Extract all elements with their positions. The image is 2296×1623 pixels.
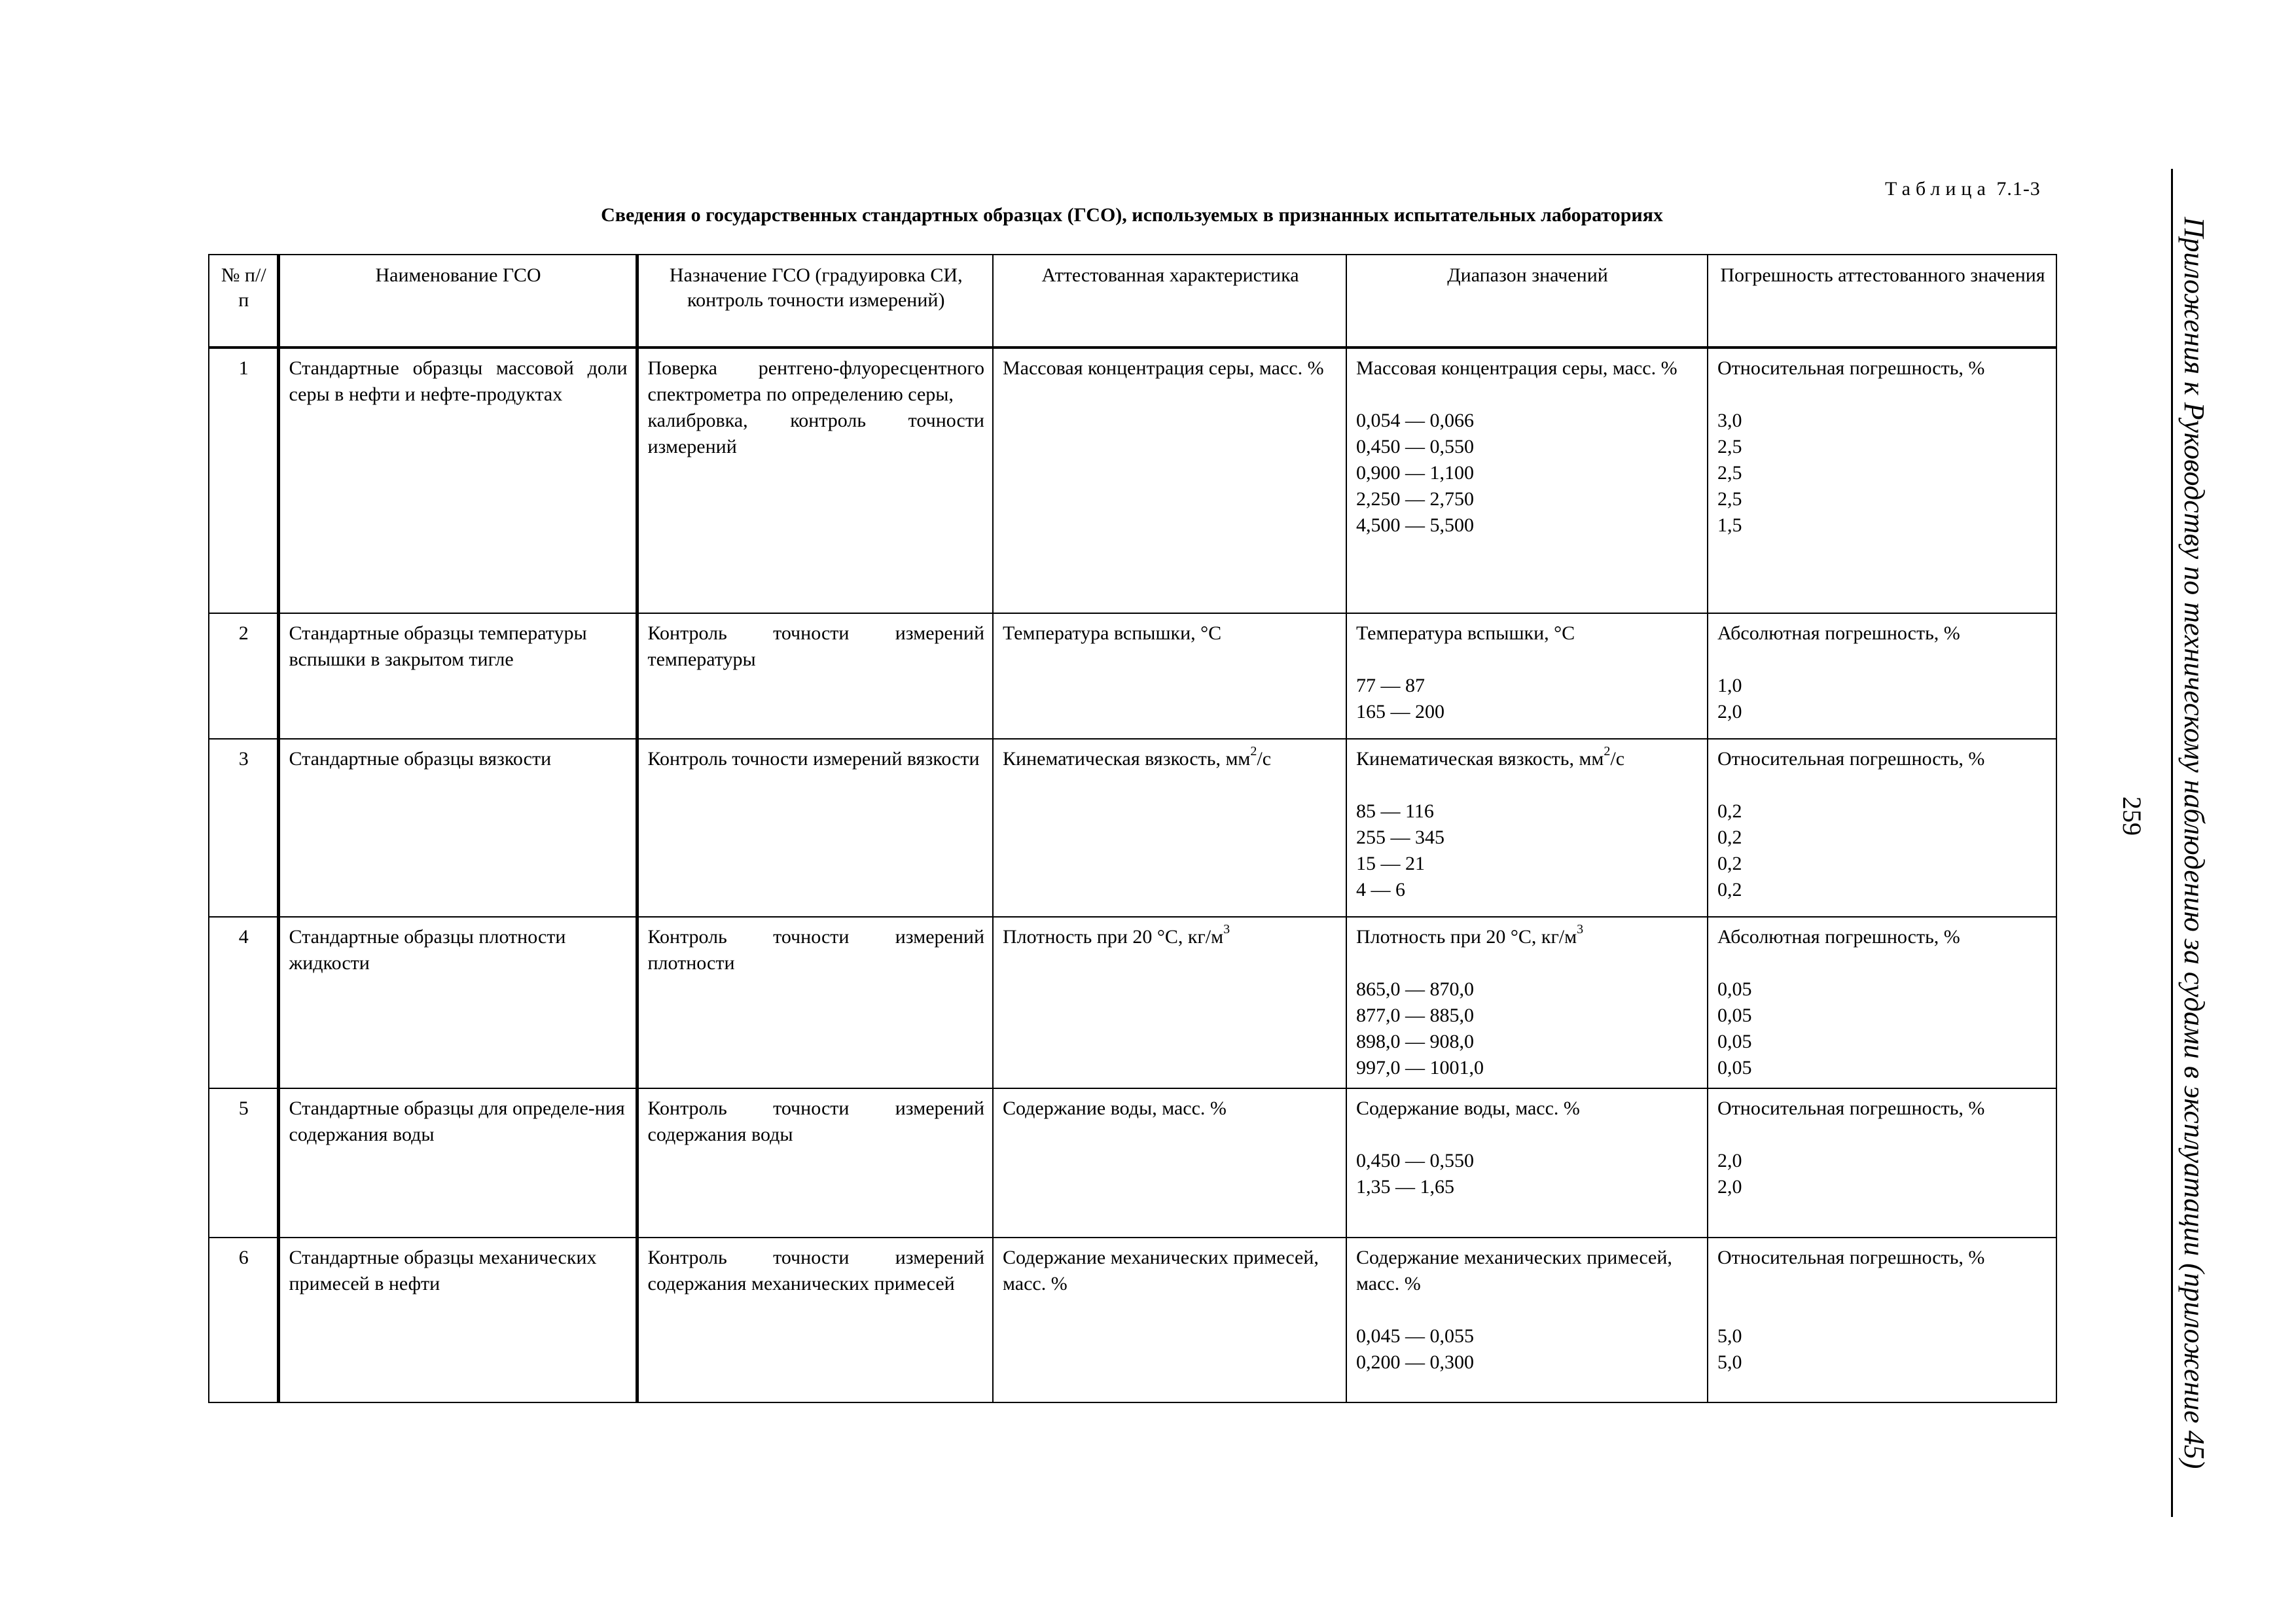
row-number: 5 [209,1088,278,1238]
gso-range [1346,348,1708,613]
error-value: 2,0 [1717,1176,1742,1198]
gso-error [1708,1088,2056,1238]
table-row [209,917,2056,1088]
row-number: 6 [209,1238,278,1402]
gso-purpose: Контроль точности измерений температуры [637,613,993,739]
table-row [209,1238,2056,1402]
range-value: 1,35 — 1,65 [1356,1176,1454,1198]
error-value: 2,0 [1717,1150,1742,1171]
gso-error [1708,613,2056,739]
gso-purpose [637,348,993,613]
range-title: Содержание воды, масс. % [1356,1097,1580,1119]
characteristic-text: Плотность при 20 °С, кг/м [1003,926,1224,948]
error-value: 5,0 [1717,1351,1742,1373]
header-characteristic: Аттестованная характеристика [993,255,1346,348]
gso-characteristic: Содержание механических примесей, масс. % [993,1238,1346,1402]
error-value: 5,0 [1717,1325,1742,1347]
characteristic-text: Кинематическая вязкость, мм [1003,748,1251,770]
range-title: Массовая концентрация серы, масс. % [1356,357,1677,379]
header-error: Погрешность аттестованного значения [1708,255,2056,348]
error-title: Относительная погрешность, % [1717,357,1985,379]
gso-range [1346,917,1708,1088]
gso-name: Стандартные образцы массовой доли серы в нефти и нефте-продуктах [278,348,637,613]
error-title: Относительная погрешность, % [1717,748,1985,770]
gso-error [1708,348,2056,613]
error-value: 0,05 [1717,1005,1752,1026]
gso-range [1346,1088,1708,1238]
range-title-text: Кинематическая вязкость, мм [1356,748,1604,770]
gso-range [1346,1238,1708,1402]
gso-name: Стандартные образцы механических примесей в нефти [278,1238,637,1402]
range-title [1356,924,1699,950]
error-title: Относительная погрешность, % [1717,1097,1985,1119]
gso-table [208,254,2057,1403]
error-value: 2,5 [1717,462,1742,484]
range-value: 0,450 — 0,550 [1356,1150,1474,1171]
gso-range [1346,613,1708,739]
header-range: Диапазон значений [1346,255,1708,348]
row-number: 1 [209,348,278,613]
error-title: Абсолютная погрешность, % [1717,622,1960,644]
table-label-number: 7.1-3 [1996,178,2041,200]
range-title: Содержание механических примесей, масс. % [1356,1247,1672,1294]
characteristic-sup: 3 [1223,922,1230,936]
range-value: 4,500 — 5,500 [1356,514,1474,536]
table-title: Сведения о государственных стандартных образцах (ГСО), используемых в признанных испытательных лабораториях [601,204,1663,226]
gso-error [1708,1238,2056,1402]
range-value: 0,200 — 0,300 [1356,1351,1474,1373]
table-label [1885,178,2041,200]
error-value: 0,05 [1717,1031,1752,1052]
range-value: 255 — 345 [1356,827,1444,848]
error-value: 2,0 [1717,701,1742,722]
gso-characteristic: Содержание воды, масс. % [993,1088,1346,1238]
range-title-text: /с [1610,748,1625,770]
gso-characteristic: Температура вспышки, °С [993,613,1346,739]
range-value: 865,0 — 870,0 [1356,978,1474,1000]
range-title-text: Плотность при 20 °С, кг/м [1356,926,1577,948]
range-title: Температура вспышки, °С [1356,622,1575,644]
gso-characteristic: Массовая концентрация серы, масс. % [993,348,1346,613]
header-row [209,255,2056,348]
gso-purpose: Контроль точности измерений вязкости [637,739,993,917]
range-value: 2,250 — 2,750 [1356,488,1474,510]
error-value: 3,0 [1717,410,1742,431]
table-row [209,739,2056,917]
error-value: 2,5 [1717,436,1742,457]
gso-name: Стандартные образцы температуры вспышки в закрытом тигле [278,613,637,739]
range-title-sup: 2 [1604,744,1611,758]
error-value: 1,0 [1717,675,1742,696]
error-value: 1,5 [1717,514,1742,536]
range-value: 898,0 — 908,0 [1356,1031,1474,1052]
gso-purpose: Контроль точности измерений содержания воды [637,1088,993,1238]
range-value: 15 — 21 [1356,853,1425,874]
table-row [209,613,2056,739]
error-value: 0,05 [1717,1057,1752,1079]
table-label-word: Таблица [1885,178,1991,200]
header-purpose: Назначение ГСО (градуировка СИ, контроль точности измерений) [637,255,993,348]
characteristic-text: /с [1257,748,1272,770]
gso-name: Стандартные образцы плотности жидкости [278,917,637,1088]
row-number: 2 [209,613,278,739]
error-value: 0,2 [1717,827,1742,848]
error-value: 0,2 [1717,879,1742,901]
range-value: 0,054 — 0,066 [1356,410,1474,431]
range-title-sup: 3 [1577,922,1584,936]
side-heading-block [2160,169,2212,1517]
gso-characteristic [993,739,1346,917]
gso-name: Стандартные образцы для определе-ния содержания воды [278,1088,637,1238]
range-value: 165 — 200 [1356,701,1444,722]
error-title: Относительная погрешность, % [1717,1247,1985,1268]
header-num: № п//п [209,255,278,348]
gso-characteristic [993,917,1346,1088]
gso-error [1708,739,2056,917]
range-title [1356,746,1699,772]
gso-error [1708,917,2056,1088]
table-row [209,1088,2056,1238]
range-value: 85 — 116 [1356,800,1434,822]
range-value: 4 — 6 [1356,879,1405,901]
header-name: Наименование ГСО [278,255,637,348]
range-value: 0,900 — 1,100 [1356,462,1474,484]
gso-purpose: Контроль точности измерений содержания механических примесей [637,1238,993,1402]
error-value: 0,2 [1717,853,1742,874]
gso-name: Стандартные образцы вязкости [278,739,637,917]
page-number: 259 [2117,796,2147,836]
characteristic-sup: 2 [1250,744,1257,758]
range-value: 0,450 — 0,550 [1356,436,1474,457]
table-row [209,348,2056,613]
row-number: 4 [209,917,278,1088]
purpose-line: калибровка, контроль точности измерений [647,410,984,457]
row-number: 3 [209,739,278,917]
error-value: 0,2 [1717,800,1742,822]
gso-purpose: Контроль точности измерений плотности [637,917,993,1088]
range-value: 877,0 — 885,0 [1356,1005,1474,1026]
error-title: Абсолютная погрешность, % [1717,926,1960,948]
gso-range [1346,739,1708,917]
purpose-line: Поверка рентгено-флуоресцентного спектрометра по определению серы, [647,357,984,405]
error-value: 0,05 [1717,978,1752,1000]
range-value: 77 — 87 [1356,675,1425,696]
error-value: 2,5 [1717,488,1742,510]
range-value: 997,0 — 1001,0 [1356,1057,1484,1079]
side-heading: Приложения к Руководству по техническому наблюдению за судами в эксплуатации (приложение 45) [2171,169,2212,1517]
range-value: 0,045 — 0,055 [1356,1325,1474,1347]
